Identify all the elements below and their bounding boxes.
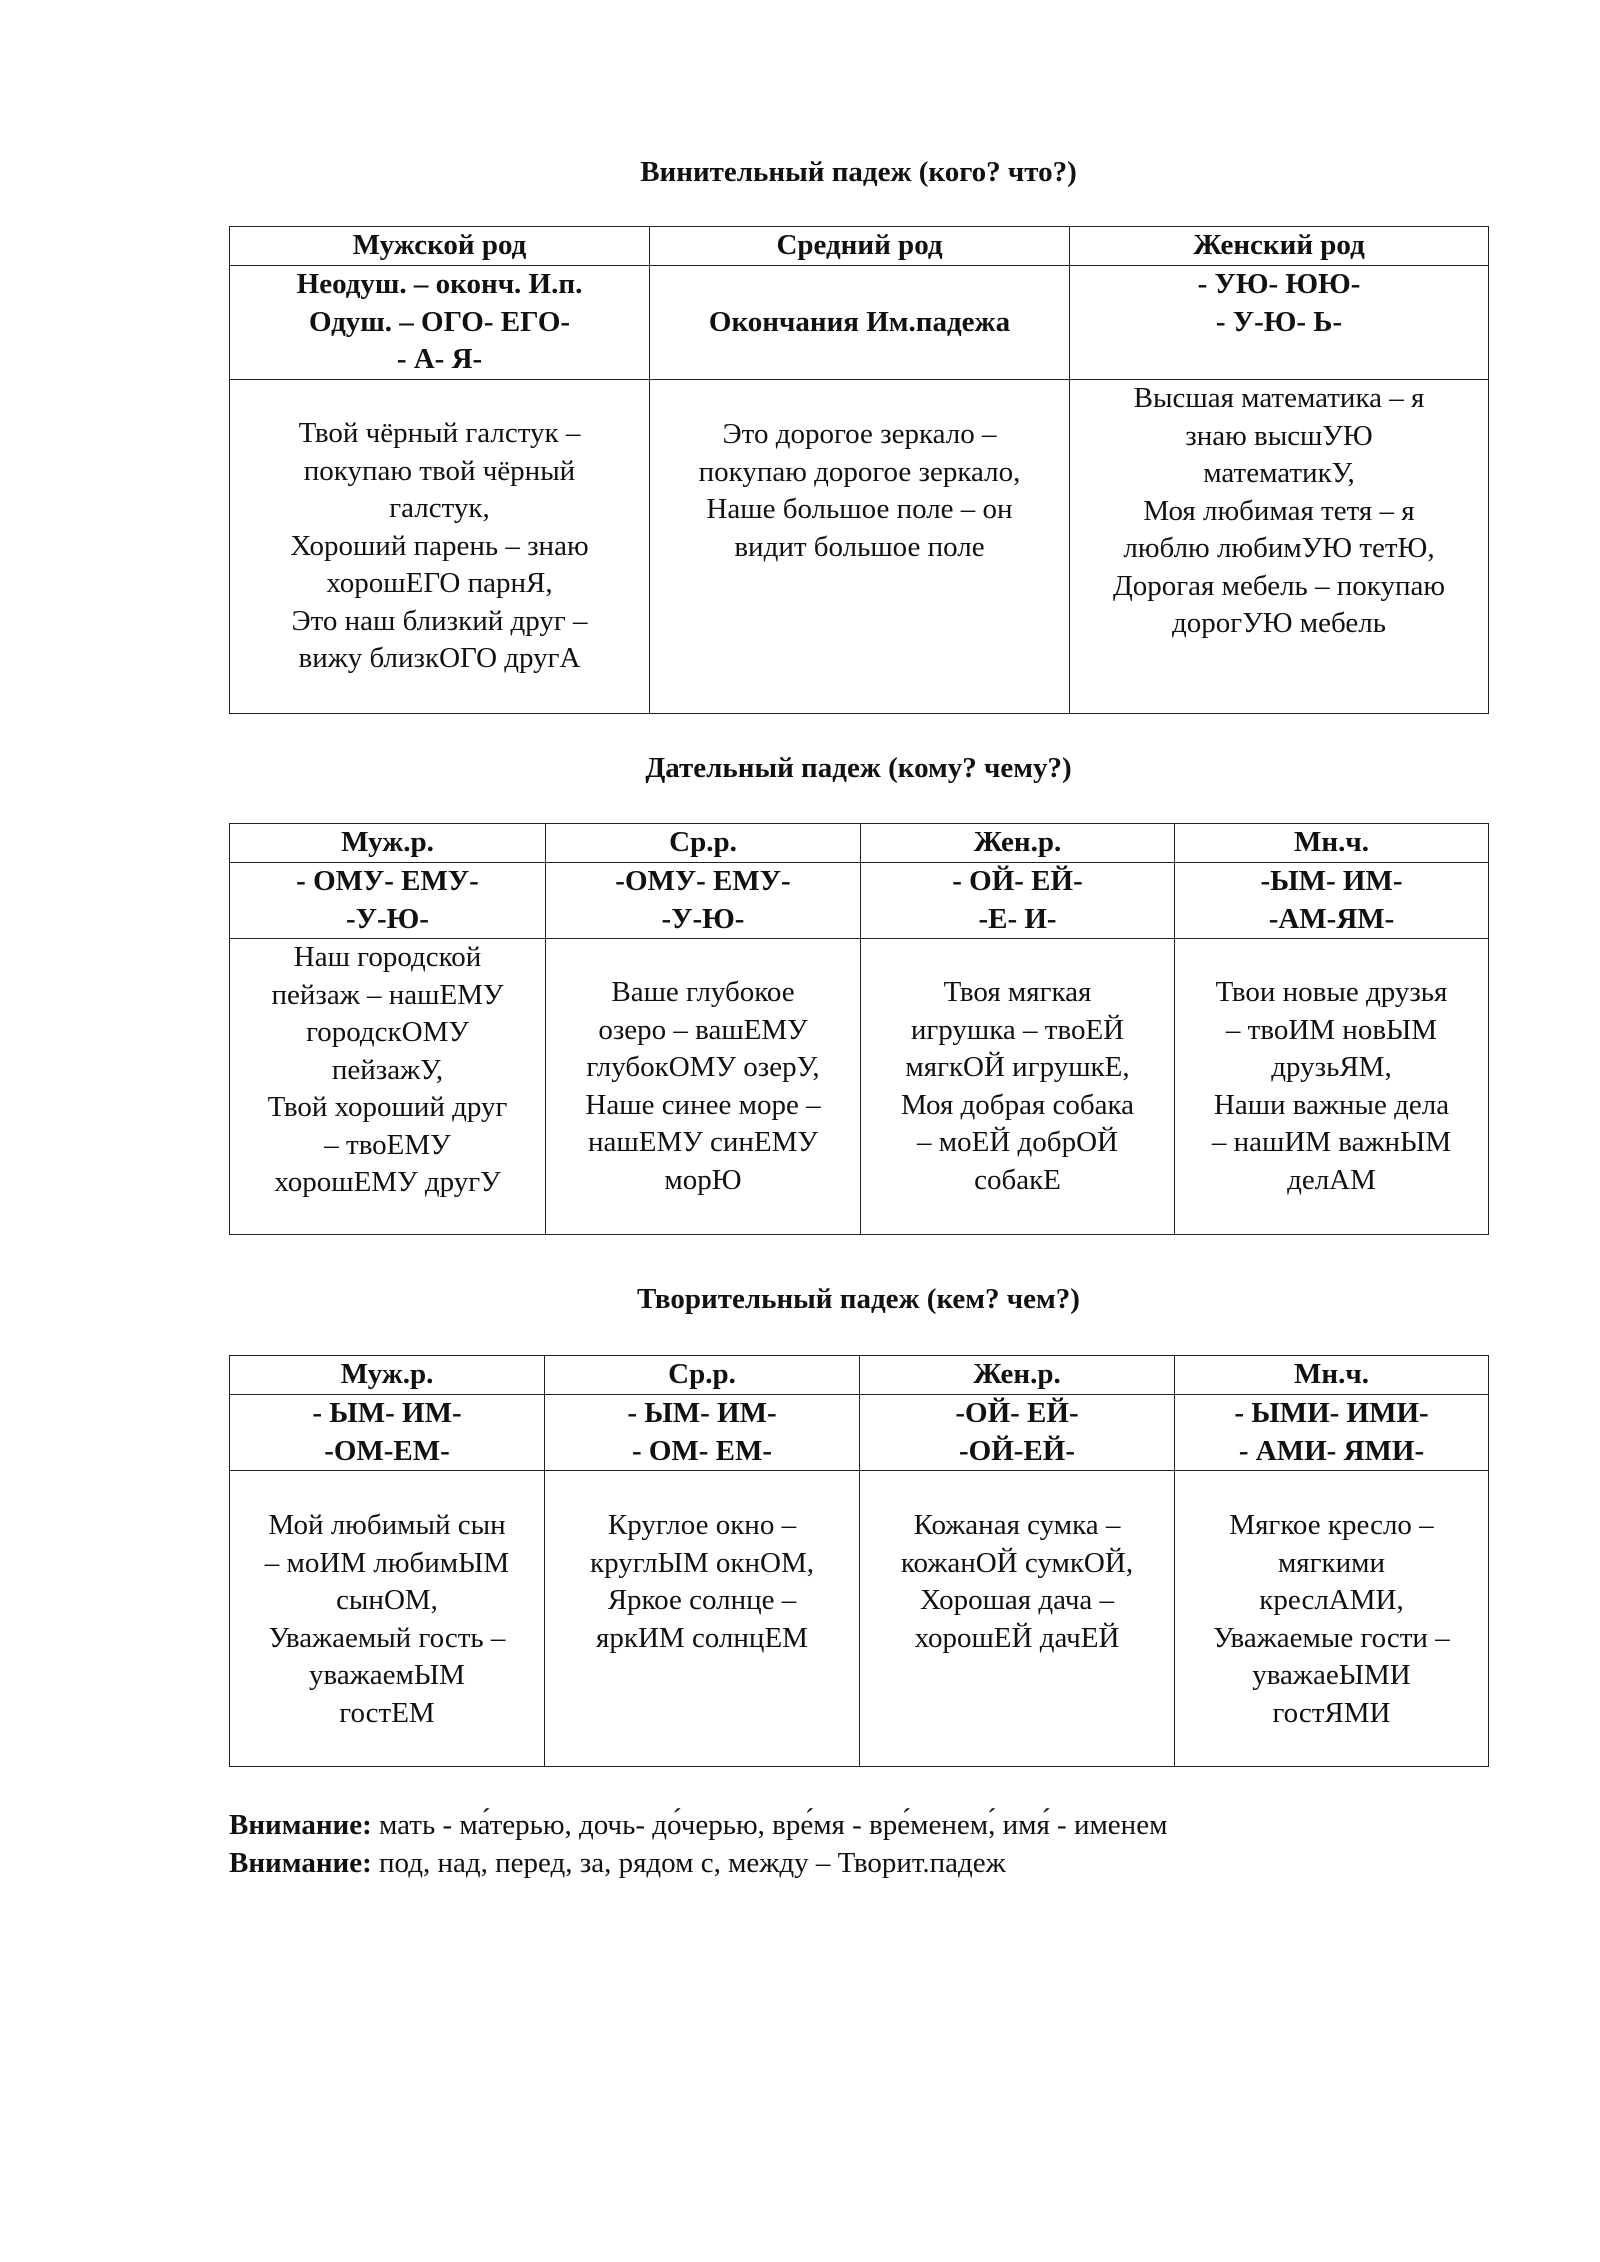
dative-endings-neuter (546, 863, 861, 939)
example-line: собакЕ (974, 1163, 1061, 1196)
accusative-endings-row (230, 266, 1489, 380)
ending-line: - ЫМ- ИМ- (627, 1397, 777, 1429)
accusative-header-neuter: Средний род (650, 227, 1070, 266)
dative-table (229, 823, 1489, 1235)
example-line: друзьЯМ, (1271, 1051, 1392, 1083)
ending-line: - ЫМ- ИМ- (312, 1397, 462, 1429)
accusative-endings-feminine (1070, 266, 1489, 380)
attention-text: под, над, перед, за, рядом с, между – Творит.падеж (371, 1847, 1006, 1879)
example-line: Хороший парень – знаю (290, 529, 589, 562)
example-line: Уважаемые гости – (1213, 1621, 1450, 1654)
example-line: – нашИМ важнЫМ (1211, 1126, 1452, 1158)
example-line: делАМ (1287, 1163, 1376, 1196)
dative-examples-neuter (546, 939, 861, 1235)
example-line: Это дорогое зеркало – (722, 418, 997, 450)
ending-line: -ЫМ- ИМ- (1260, 865, 1403, 897)
example-line: нашЕМУ синЕМУ (588, 1126, 818, 1158)
dative-endings-masculine (230, 863, 546, 939)
dative-examples-feminine (861, 939, 1175, 1235)
example-line: видит большое поле (734, 530, 985, 563)
instrumental-title: Творительный падеж (кем? чем?) (637, 1283, 1080, 1315)
ending-line: - ОМУ- ЕМУ- (296, 865, 479, 897)
ending-line: -ОЙ- ЕЙ- (955, 1397, 1079, 1429)
example-line: – моЕЙ добрОЙ (917, 1126, 1118, 1158)
instrumental-endings-neuter (545, 1395, 860, 1471)
example-line: знаю высшУЮ (1185, 419, 1373, 452)
example-line: Мягкое кресло – (1229, 1509, 1434, 1541)
example-line: Наши важные дела (1213, 1088, 1450, 1121)
example-line: Дорогая мебель – покупаю (1112, 569, 1446, 602)
attention-label: Внимание: (229, 1847, 372, 1879)
example-line: мягкими (1277, 1546, 1386, 1579)
example-line: яркИМ солнцЕМ (596, 1621, 808, 1654)
example-line: Моя любимая тетя – я (1143, 494, 1415, 527)
ending-line: -ОЙ-ЕЙ- (959, 1434, 1075, 1467)
accusative-table (229, 226, 1489, 714)
example-line: Наше синее море – (585, 1088, 821, 1121)
example-line: Твои новые друзья (1215, 976, 1448, 1008)
accusative-endings-neuter (650, 266, 1070, 380)
ending-line: -АМ-ЯМ- (1268, 902, 1395, 935)
example-line: Наше большое поле – он (706, 493, 1013, 525)
example-line: пейзажУ, (331, 1053, 444, 1086)
accusative-examples-masculine (230, 380, 650, 714)
instrumental-endings-feminine (860, 1395, 1175, 1471)
instrumental-header-plural: Мн.ч. (1175, 1356, 1489, 1395)
ending-line: - А- Я- (396, 343, 483, 376)
dative-header-row (230, 824, 1489, 863)
ending-line: - ЫМИ- ИМИ- (1234, 1397, 1429, 1429)
example-line: хорошЕЙ дачЕЙ (914, 1621, 1120, 1654)
accusative-endings-masculine (230, 266, 650, 380)
example-line: Кожаная сумка – (913, 1509, 1121, 1541)
accusative-title: Винительный падеж (кого? что?) (640, 156, 1077, 188)
example-line: городскОМУ (306, 1016, 469, 1048)
ending-line: -ОМ-ЕМ- (324, 1434, 450, 1467)
example-line: Яркое солнце – (607, 1584, 797, 1616)
instrumental-endings-row (230, 1395, 1489, 1471)
example-line: игрушка – твоЕЙ (910, 1013, 1125, 1046)
dative-examples-row (230, 939, 1489, 1235)
notes (229, 1806, 1529, 1882)
ending-line: - ОМ- ЕМ- (631, 1434, 773, 1467)
example-line: гостЕМ (339, 1696, 435, 1729)
example-line: морЮ (664, 1163, 742, 1196)
dative-endings-row (230, 863, 1489, 939)
example-line: Хорошая дача – (919, 1584, 1115, 1616)
instrumental-examples-feminine (860, 1471, 1175, 1767)
dative-header-masculine: Муж.р. (230, 824, 546, 863)
example-line: Уважаемый гость – (268, 1621, 506, 1654)
example-line: Твой чёрный галстук – (298, 417, 581, 450)
ending-line: Неодуш. – оконч. И.п. (296, 268, 583, 301)
dative-endings-plural (1175, 863, 1489, 939)
example-line: хорошЕГО парнЯ, (326, 567, 553, 600)
instrumental-examples-plural (1175, 1471, 1489, 1767)
example-line: дорогУЮ мебель (1172, 607, 1386, 639)
example-line: Ваше глубокое (611, 976, 795, 1008)
ending-line: -У-Ю- (661, 902, 745, 935)
instrumental-table (229, 1355, 1489, 1767)
ending-line: Окончания Им.падежа (708, 305, 1011, 338)
example-line: креслАМИ, (1259, 1584, 1404, 1616)
attention-text: мать - ма́терью, дочь- до́черью, вре́мя - вре́менем,́ имя́ - именем (371, 1809, 1168, 1841)
example-line: – твоЕМУ (324, 1128, 451, 1161)
example-line: уважаемЫМ (309, 1659, 465, 1691)
example-line: гостЯМИ (1272, 1696, 1391, 1729)
example-line: Круглое окно – (607, 1509, 797, 1541)
example-line: Твой хороший друг (267, 1091, 508, 1123)
ending-line: - АМИ- ЯМИ- (1238, 1434, 1425, 1467)
accusative-header-feminine: Женский род (1070, 227, 1489, 266)
attention-note (229, 1844, 1529, 1882)
example-line: – моИМ любимЫМ (264, 1546, 510, 1579)
dative-header-neuter: Ср.р. (546, 824, 861, 863)
instrumental-header-feminine: Жен.р. (860, 1356, 1175, 1395)
instrumental-examples-neuter (545, 1471, 860, 1767)
example-line: – твоИМ новЫМ (1225, 1013, 1438, 1046)
example-line: сынОМ, (336, 1584, 438, 1616)
ending-line: - У-Ю- Ь- (1215, 305, 1343, 338)
ending-line: - ОЙ- ЕЙ- (952, 865, 1083, 897)
attention-note (229, 1806, 1529, 1844)
instrumental-header-row (230, 1356, 1489, 1395)
attention-label: Внимание: (229, 1809, 372, 1841)
example-line: галстук, (389, 492, 490, 525)
instrumental-examples-row (230, 1471, 1489, 1767)
example-line: математикУ, (1203, 457, 1355, 489)
dative-header-feminine: Жен.р. (861, 824, 1175, 863)
ending-line: Одуш. – ОГО- ЕГО- (308, 305, 571, 338)
dative-header-plural: Мн.ч. (1175, 824, 1489, 863)
example-line: Мой любимый сын (268, 1509, 506, 1541)
instrumental-endings-plural (1175, 1395, 1489, 1471)
accusative-examples-feminine (1070, 380, 1489, 714)
ending-line: - УЮ- ЮЮ- (1197, 268, 1361, 300)
example-line: Твоя мягкая (943, 976, 1092, 1008)
accusative-header-row (230, 227, 1489, 266)
example-line: пейзаж – нашЕМУ (271, 978, 504, 1011)
example-line: вижу близкОГО другА (298, 642, 581, 675)
dative-examples-plural (1175, 939, 1489, 1235)
ending-line: -Е- И- (978, 902, 1057, 935)
example-line: хорошЕМУ другУ (274, 1166, 501, 1198)
dative-examples-masculine (230, 939, 546, 1235)
accusative-examples-row (230, 380, 1489, 714)
example-line: озеро – вашЕМУ (598, 1013, 808, 1046)
ending-line: -У-Ю- (346, 902, 429, 935)
example-line: уважаеЫМИ (1252, 1659, 1411, 1691)
example-line: покупаю твой чёрный (303, 454, 576, 487)
ending-line: -ОМУ- ЕМУ- (615, 865, 791, 897)
accusative-header-masculine: Мужской род (230, 227, 650, 266)
example-line: покупаю дорогое зеркало, (698, 455, 1021, 488)
example-line: мягкОЙ игрушкЕ, (905, 1051, 1130, 1083)
instrumental-examples-masculine (230, 1471, 545, 1767)
instrumental-header-neuter: Ср.р. (545, 1356, 860, 1395)
instrumental-endings-masculine (230, 1395, 545, 1471)
example-line: люблю любимУЮ тетЮ, (1123, 532, 1435, 564)
example-line: Наш городской (293, 941, 482, 973)
example-line: Высшая математика – я (1133, 382, 1425, 414)
example-line: кожанОЙ сумкОЙ, (900, 1546, 1134, 1579)
example-line: круглЫМ окнОМ, (589, 1546, 814, 1579)
example-line: Это наш близкий друг – (291, 604, 588, 637)
instrumental-header-masculine: Муж.р. (230, 1356, 545, 1395)
dative-endings-feminine (861, 863, 1175, 939)
example-line: глубокОМУ озерУ, (586, 1051, 820, 1083)
example-line: Моя добрая собака (900, 1088, 1135, 1121)
accusative-examples-neuter (650, 380, 1070, 714)
dative-title: Дательный падеж (кому? чему?) (645, 752, 1072, 784)
